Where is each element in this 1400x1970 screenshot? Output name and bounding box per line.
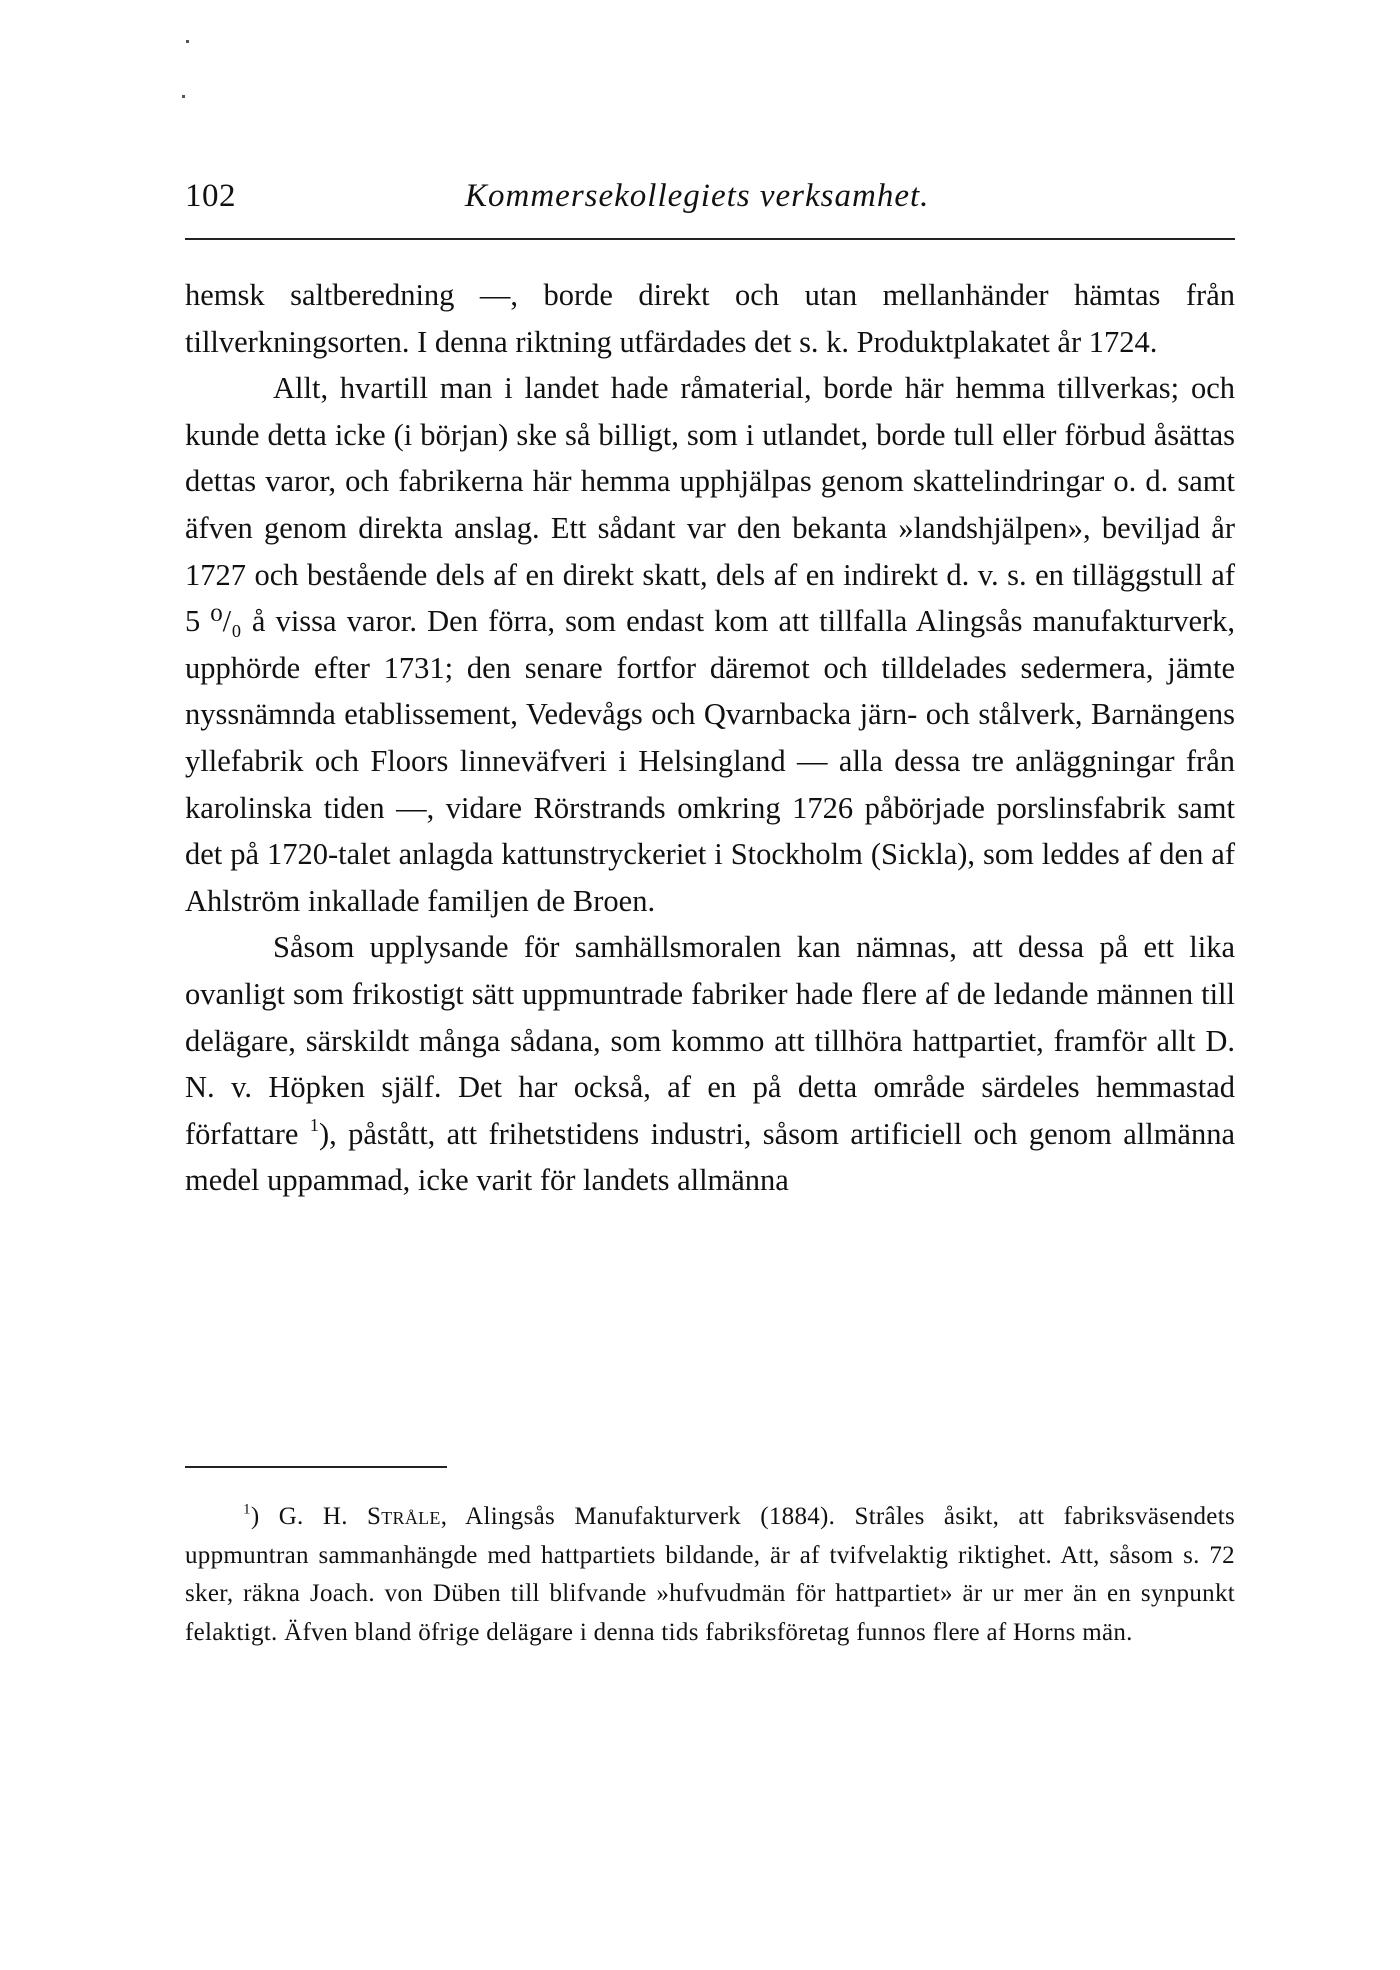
paragraph-1: hemsk saltberedning —, borde direkt och utan mellanhänder hämtas från tillverkningsorten. I denna riktning utfärdades det s. k. Produktplakatet år 1724. (185, 278, 1235, 359)
paragraph-3-text-b: ), påstått, att frihetstidens industri, såsom artificiell och genom allmänna medel uppammad, icke varit för landets allmänna (185, 1116, 1235, 1198)
running-title: Kommersekollegiets verksamhet. (465, 178, 930, 214)
page-number: 102 (185, 178, 236, 214)
scan-speck (182, 95, 185, 98)
scan-speck (186, 40, 189, 43)
footnote-paragraph: $^1$) G. H. Stråle, Alingsås Manufakturverk (1884). Strâles åsikt, att fabriksväsendets uppmuntran sammanhängde med hattpartiets bildande, är af tvifvelaktig riktighet. Att, såsom s. 72 sker, räkna Joach. von Düben till blifvande »hufvudmän för hattpartiet» är ur mer än en synpunkt felaktigt. Äfven bland öfrige delägare i denna tids fabriksföretag funnos flere af Horns män. (185, 1501, 1235, 1646)
header-rule (185, 238, 1235, 240)
paragraph-2 (185, 365, 1235, 924)
footnote-marker: 1 (243, 1501, 251, 1518)
paragraph-3 (185, 924, 1235, 1204)
percent-sign: ⁰/₀ (210, 604, 242, 639)
paragraph-2-text-b: å vissa varor. Den förra, som endast kom att tillfalla Alingsås manufakturverk, upphörde efter 1731; den senare fortfor däremot och tilldelades sedermera, jämte nyssnämnda etablissement, Vedevågs och Qvarnbacka järn- och stålverk, Barnängens yllefabrik och Floors linneväfveri i Helsingland — alla dessa tre anläggningar från karolinska tiden —, vidare Rörstrands omkring 1726 påbörjade porslinsfabrik samt det på 1720-talet anlagda kattunstryckeriet i Stockholm (Sickla), som leddes af den af Ahlström inkallade familjen de Broen. (185, 604, 1236, 918)
footnote-text: Alingsås Manufakturverk (1884). Strâles åsikt, att fabriksväsendets uppmuntran sammanhängde med hattpartiets bildande, är af tvifvelaktig riktighet. Att, såsom s. 72 sker, räkna Joach. von Düben till blifvande »hufvudmän för hattpartiet» är ur mer än en synpunkt felaktigt. Äfven bland öfrige delägare i denna tids fabriksföretag funnos flere af Horns män. (185, 1503, 1235, 1646)
paragraph-3-text-a: Såsom upplysande för samhällsmoralen kan nämnas, att dessa på ett lika ovanligt som frikostigt sätt uppmuntrade fabriker hade flere af de ledande männen till delägare, särskildt många sådana, som kommo att tillhöra hattpartiet, framför allt D. N. v. Höpken själf. Det har också, af en på detta område särdeles hemmastad författare (185, 930, 1235, 1151)
footnote-rule (185, 1466, 447, 1468)
page-header (185, 178, 1235, 228)
paragraph-2-text-a: Allt, hvartill man i landet hade råmaterial, borde här hemma tillverkas; och kunde detta icke (i början) ske så billigt, som i utlandet, borde tull eller förbud åsättas dettas varor, och fabrikerna här hemma upphjälpas genom skattelindringar o. d. samt äfven genom direkta anslag. Ett sådant var den bekanta »landshjälpen», beviljad år 1727 och bestående dels af en direkt skatt, dels af en indirekt d. v. s. en tilläggstull af 5 (185, 371, 1235, 639)
footnote-author: G. H. Stråle, (278, 1503, 448, 1530)
footnote (185, 1498, 1235, 1652)
body-text (185, 272, 1235, 1204)
footnote-reference[interactable]: 1 (309, 1114, 319, 1135)
